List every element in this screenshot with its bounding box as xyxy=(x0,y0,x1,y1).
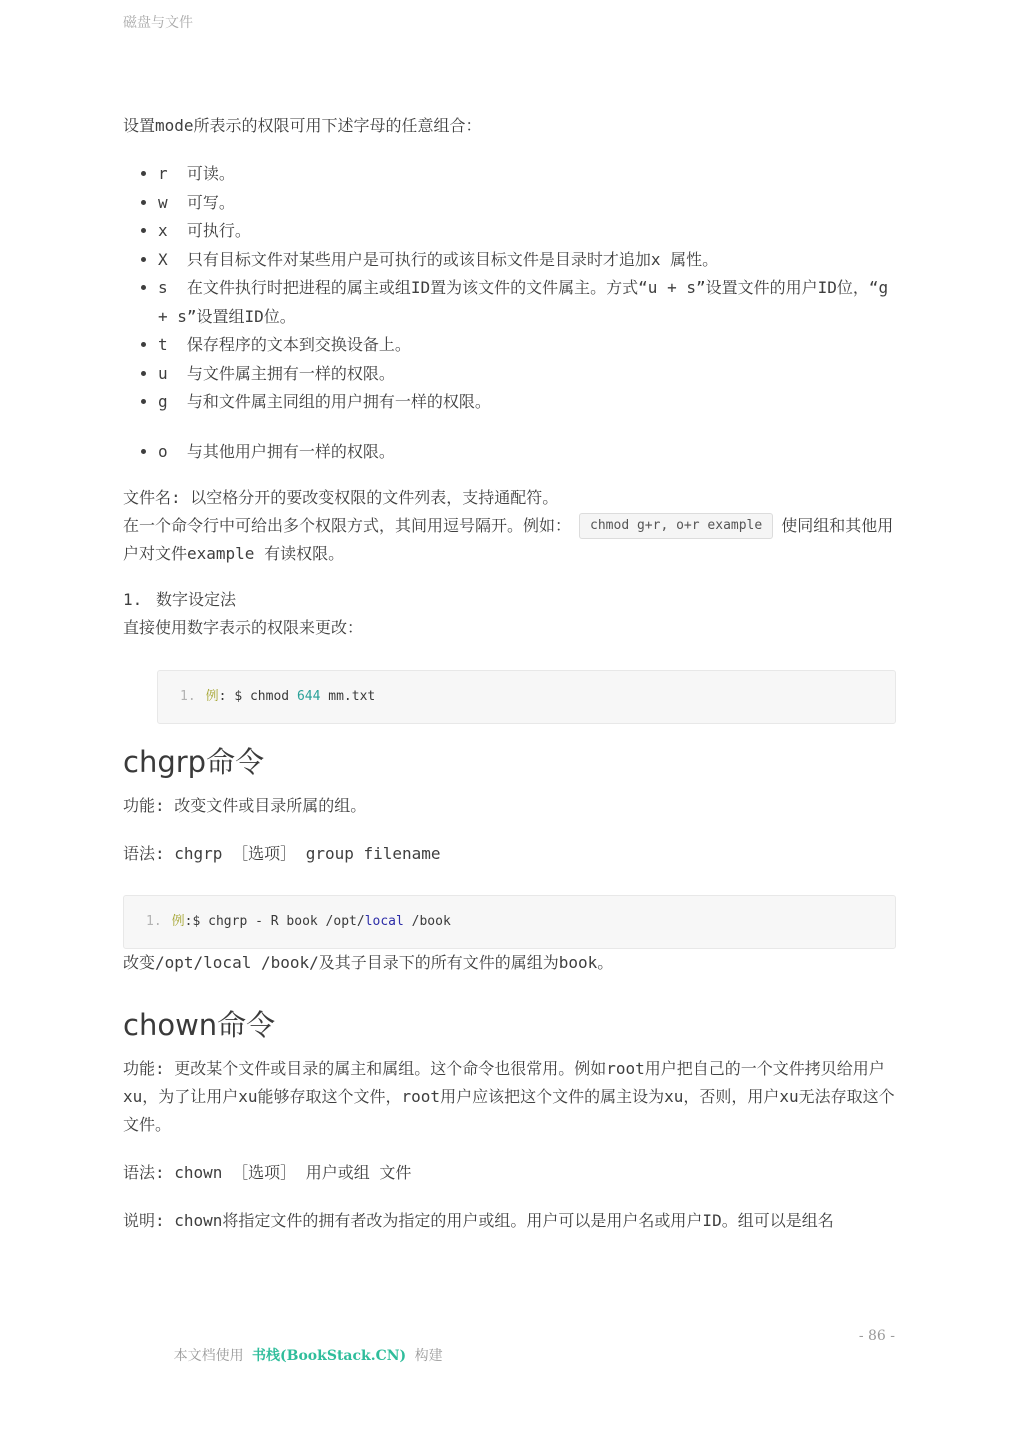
section-title-chown: chown命令 xyxy=(123,1008,276,1042)
code-line-number: 1. xyxy=(180,689,196,704)
chgrp-function-paragraph: 功能: 改变文件或目录所属的组。 xyxy=(123,796,367,815)
list-item xyxy=(158,438,896,467)
code-token: 644 xyxy=(296,689,321,704)
chgrp-syntax-paragraph: 语法: chgrp ［选项］ group filename xyxy=(123,844,441,863)
list-item-text: w 可写。 xyxy=(158,192,235,212)
footer-attribution xyxy=(123,1326,443,1386)
list-item xyxy=(158,274,896,331)
numbered-item-numeric-method xyxy=(123,586,896,614)
page-content xyxy=(123,112,896,1255)
bookstack-link[interactable]: 书栈(BookStack.CN) xyxy=(252,1348,407,1364)
page-number: - 86 - xyxy=(858,1328,895,1344)
code-block-chgrp-example xyxy=(123,895,896,949)
list-item-text: t 保存程序的文本到交换设备上。 xyxy=(158,335,411,354)
list-item-text: o 与其他用户拥有一样的权限。 xyxy=(158,441,395,461)
numeric-method-paragraph: 直接使用数字表示的权限来更改： xyxy=(123,618,364,637)
filename-note-paragraph: 文件名: 以空格分开的要改变权限的文件列表，支持通配符。 xyxy=(123,488,559,507)
list-item xyxy=(158,360,896,389)
chown-function-paragraph: 功能: 更改某个文件或目录的属主和属组。这个命令也很常用。例如root用户把自己的一个文件拷贝给用户xu，为了让用户xu能够存取这个文件，root用户应该把这个文件的属主设为xu，否则，用户xu无法存取这个文件。 xyxy=(123,1059,895,1134)
list-item xyxy=(158,189,896,218)
list-item xyxy=(158,160,896,189)
list-item-text: g 与和文件属主同组的用户拥有一样的权限。 xyxy=(158,392,491,411)
list-item-text: r 可读。 xyxy=(158,164,235,183)
inline-code-chmod-example: chmod g+r, o+r example xyxy=(579,513,773,539)
list-item xyxy=(158,331,896,360)
permission-letter-list xyxy=(123,160,896,466)
multi-mode-text-after: 使同组和其他用户对文件example 有读权限。 xyxy=(123,516,894,563)
code-token: mm.txt xyxy=(320,689,376,704)
chmod-intro-paragraph: 设置mode所表示的权限可用下述字母的任意组合： xyxy=(123,116,482,135)
code-token: /book xyxy=(403,914,451,929)
code-token: :$ chgrp - R book /opt/ xyxy=(184,914,365,929)
section-title-chgrp: chgrp命令 xyxy=(123,745,265,779)
code-token: 例 xyxy=(171,914,185,929)
list-item-text: X 只有目标文件对某些用户是可执行的或该目标文件是目录时才追加x 属性。 xyxy=(158,249,719,269)
list-item xyxy=(158,217,896,246)
chgrp-description-paragraph: 改变/opt/local /book/及其子目录下的所有文件的属组为book。 xyxy=(123,953,614,972)
footer-text-prefix: 本文档使用 xyxy=(173,1348,253,1364)
list-item xyxy=(158,388,896,417)
list-item-text: u 与文件属主拥有一样的权限。 xyxy=(158,363,395,383)
page-header-title: 磁盘与文件 xyxy=(123,15,193,31)
numbered-item-label: 数字设定法 xyxy=(156,590,237,609)
multi-mode-text-before: 在一个命令行中可给出多个权限方式，其间用逗号隔开。例如： xyxy=(123,516,572,535)
chown-syntax-paragraph: 语法: chown ［选项］ 用户或组 文件 xyxy=(123,1163,412,1182)
code-token: : $ chmod xyxy=(218,689,297,704)
list-item xyxy=(158,246,896,275)
page-footer xyxy=(123,1326,895,1386)
code-token: 例 xyxy=(205,689,219,704)
list-item-text: s 在文件执行时把进程的属主或组ID置为该文件的文件属主。方式“u + s”设置文件的用户ID位，“g + s”设置组ID位。 xyxy=(158,278,898,326)
chown-note-paragraph: 说明: chown将指定文件的拥有者改为指定的用户或组。用户可以是用户名或用户ID。组可以是组名 xyxy=(123,1211,834,1230)
numbered-item-marker: 1. xyxy=(123,590,143,609)
code-line-number: 1. xyxy=(146,914,162,929)
list-item-text: x 可执行。 xyxy=(158,221,251,240)
code-token: local xyxy=(364,914,404,929)
code-block-chmod-example xyxy=(157,670,896,724)
footer-text-suffix: 构建 xyxy=(406,1348,443,1364)
multi-mode-paragraph xyxy=(123,512,896,568)
